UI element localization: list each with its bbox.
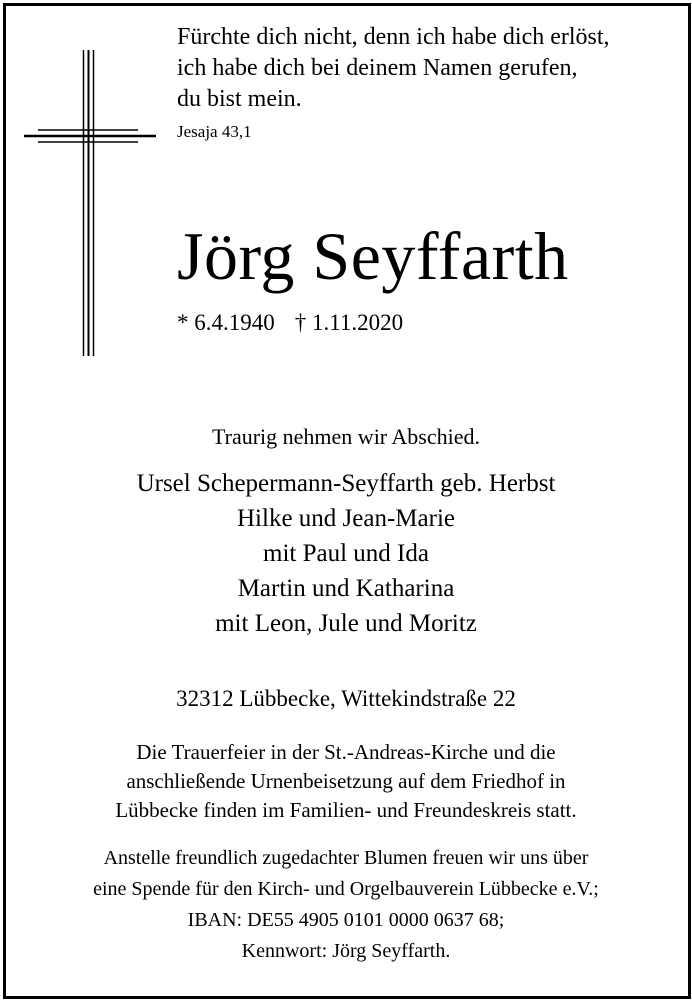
death-date: † 1.11.2020: [294, 310, 404, 335]
family-line: Martin und Katharina: [237, 575, 455, 602]
verse-reference: Jesaja 43,1: [177, 122, 252, 141]
notice-line: Lübbecke finden im Familien- und Freundeskreis statt.: [115, 798, 577, 822]
birth-date: * 6.4.1940: [177, 310, 275, 335]
family-list: [0, 466, 692, 641]
notice-line: Die Trauerfeier in der St.-Andreas-Kirche und die: [136, 740, 556, 764]
donation-line: Kennwort: Jörg Seyffarth.: [241, 940, 451, 962]
family-line: mit Leon, Jule und Moritz: [215, 610, 477, 637]
donation-notice: [0, 843, 692, 967]
deceased-name: Jörg Seyffarth: [177, 218, 569, 294]
bible-verse: [177, 22, 610, 115]
life-dates: [177, 310, 403, 336]
family-line: Ursel Schepermann-Seyffarth geb. Herbst: [136, 470, 556, 497]
donation-line: IBAN: DE55 4905 0101 0000 0637 68;: [187, 909, 505, 931]
verse-line: Fürchte dich nicht, denn ich habe dich erlöst,: [177, 24, 610, 50]
donation-line: Anstelle freundlich zugedachter Blumen freuen wir uns über: [103, 847, 589, 869]
family-line: mit Paul und Ida: [263, 540, 429, 567]
verse-line: du bist mein.: [177, 86, 302, 112]
address: 32312 Lübbecke, Wittekindstraße 22: [176, 686, 516, 711]
cross-icon: [22, 50, 158, 358]
mourning-text: Traurig nehmen wir Abschied.: [211, 424, 481, 449]
ceremony-notice: [0, 738, 692, 825]
notice-line: anschließende Urnenbeisetzung auf dem Friedhof in: [126, 769, 566, 793]
verse-line: ich habe dich bei deinem Namen gerufen,: [177, 55, 578, 81]
family-line: Hilke und Jean-Marie: [237, 505, 455, 532]
donation-line: eine Spende für den Kirch- und Orgelbauverein Lübbecke e.V.;: [93, 878, 599, 900]
